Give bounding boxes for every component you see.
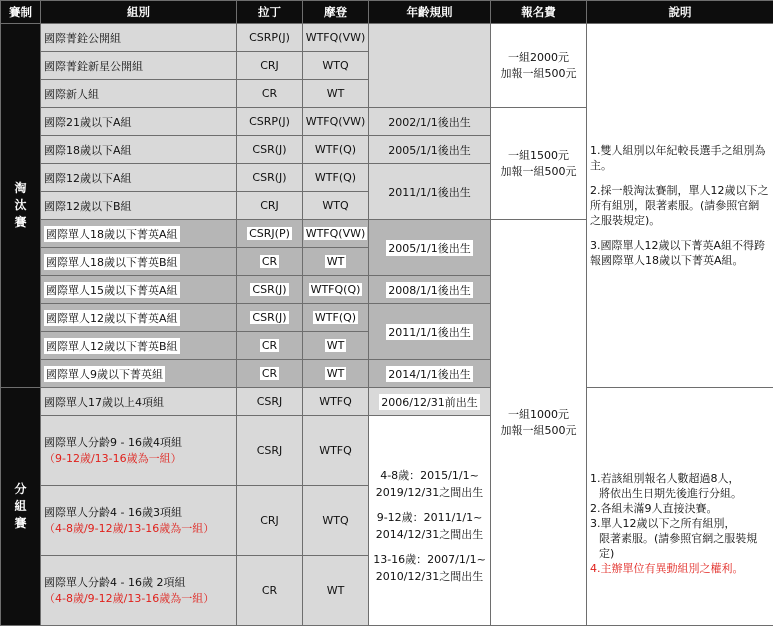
note-g2: 2.各組未滿9人直接決賽。 [590, 502, 718, 515]
group-cell: 國際菁銓公開組 [41, 24, 237, 52]
fee-line: 加報一組500元 [500, 423, 577, 437]
group-sub-label: （4-8歲/9-12歲/13-16歲為一組） [44, 591, 215, 605]
age-split-6: 2010/12/31之間出生 [375, 569, 484, 583]
header-row [1, 1, 773, 24]
fee-line: 一組1000元 [508, 407, 569, 421]
latin-cell: CRJ [237, 52, 303, 80]
latin-cell [237, 248, 303, 276]
group-cell: 國際單人17歲以上4項組 [41, 388, 237, 416]
age-cell: 2002/1/1後出生 [369, 108, 491, 136]
latin-label: CSRJ(P) [249, 227, 290, 240]
latin-label: CSR(J) [252, 311, 287, 324]
age-cell [369, 276, 491, 304]
modern-cell [303, 360, 369, 388]
age-cell [369, 304, 491, 360]
group-cell [41, 360, 237, 388]
note-g3: 3.單人12歲以下之所有組別， [590, 517, 736, 530]
latin-cell: CR [237, 80, 303, 108]
age-cell [369, 388, 491, 416]
age-label: 2011/1/1後出生 [388, 325, 471, 339]
modern-label: WT [326, 367, 345, 380]
group-cell [41, 416, 237, 486]
latin-cell: CSR(J) [237, 136, 303, 164]
modern-cell: WTF(Q) [303, 164, 369, 192]
header-latin: 拉丁 [237, 1, 303, 24]
group-sub-label: （4-8歲/9-12歲/13-16歲為一組） [44, 521, 215, 535]
modern-label: WTF(Q) [314, 311, 357, 324]
group-label: 國際單人12歲以下菁英A組 [46, 311, 178, 325]
group-cell [41, 276, 237, 304]
latin-cell [237, 220, 303, 248]
latin-label: CSR(J) [252, 283, 287, 296]
group-label: 國際單人15歲以下菁英A組 [46, 283, 178, 297]
table-row [1, 388, 773, 416]
header-note: 說明 [587, 1, 773, 24]
note-g1b: 將依出生日期先後進行分組。 [599, 487, 742, 500]
group-cell [41, 556, 237, 626]
category-grouped-label: 分 組 賽 [14, 482, 27, 530]
group-label: 國際單人9歲以下菁英組 [46, 367, 163, 381]
age-cell-empty [369, 24, 491, 108]
group-cell [41, 332, 237, 360]
modern-cell: WTFQ(VW) [303, 108, 369, 136]
latin-cell: CSRJ [237, 416, 303, 486]
modern-cell: WTQ [303, 192, 369, 220]
age-cell: 2011/1/1後出生 [369, 164, 491, 220]
latin-cell: CRJ [237, 192, 303, 220]
fee-cell [491, 108, 587, 220]
age-split-4: 2014/12/31之間出生 [375, 527, 484, 541]
header-type: 賽制 [1, 1, 41, 24]
modern-cell [303, 248, 369, 276]
modern-cell: WTFQ(VW) [303, 24, 369, 52]
age-split-1: 4-8歲：2015/1/1~ [380, 468, 479, 482]
modern-cell: WTFQ [303, 388, 369, 416]
group-label: 國際單人分齡4 - 16歲3項組 [44, 505, 182, 519]
fee-line: 加報一組500元 [500, 66, 577, 80]
note-g3b: 限著素服。(請參照官網之服裝規定) [599, 532, 758, 560]
category-knockout [1, 24, 41, 388]
modern-cell [303, 220, 369, 248]
category-grouped [1, 388, 41, 626]
group-label: 國際單人18歲以下菁英B組 [46, 255, 178, 269]
fee-cell [491, 24, 587, 108]
latin-cell: CR [237, 556, 303, 626]
fee-line: 一組1500元 [508, 148, 569, 162]
group-cell [41, 220, 237, 248]
latin-cell [237, 304, 303, 332]
modern-cell: WT [303, 556, 369, 626]
latin-label: CR [261, 255, 278, 268]
group-label: 國際單人分齡9 - 16歲4項組 [44, 435, 182, 449]
latin-label: CR [261, 367, 278, 380]
group-cell [41, 304, 237, 332]
header-group: 組別 [41, 1, 237, 24]
modern-label: WT [326, 255, 345, 268]
group-cell: 國際新人組 [41, 80, 237, 108]
latin-label: CR [261, 339, 278, 352]
modern-cell [303, 304, 369, 332]
modern-cell: WTQ [303, 486, 369, 556]
header-modern: 摩登 [303, 1, 369, 24]
note-3: 3.國際單人12歲以下菁英A組不得跨報國際單人18歲以下菁英A組。 [590, 239, 766, 267]
category-knockout-label: 淘 汰 賽 [14, 181, 27, 229]
latin-cell: CSR(J) [237, 164, 303, 192]
group-sub-label: （9-12歲/13-16歲為一組） [44, 451, 182, 465]
latin-cell: CSRP(J) [237, 108, 303, 136]
age-split-cell [369, 416, 491, 626]
age-label: 2005/1/1後出生 [388, 241, 471, 255]
modern-cell [303, 332, 369, 360]
age-split-5: 13-16歲：2007/1/1~ [373, 552, 486, 566]
note-1: 1.雙人組別以年紀較長選手之組別為主。 [590, 144, 766, 172]
group-cell: 國際12歲以下A組 [41, 164, 237, 192]
modern-label: WT [326, 339, 345, 352]
age-label: 2008/1/1後出生 [388, 283, 471, 297]
age-cell [369, 360, 491, 388]
modern-cell: WTF(Q) [303, 136, 369, 164]
fee-line: 加報一組500元 [500, 164, 577, 178]
age-label: 2014/1/1後出生 [388, 367, 471, 381]
modern-cell: WTQ [303, 52, 369, 80]
header-age: 年齡規則 [369, 1, 491, 24]
group-cell: 國際21歲以下A組 [41, 108, 237, 136]
age-cell: 2005/1/1後出生 [369, 136, 491, 164]
modern-cell: WTFQ [303, 416, 369, 486]
modern-label: WTFQ(VW) [305, 227, 366, 240]
note-g4: 4.主辦單位有異動組別之權利。 [590, 562, 744, 575]
modern-cell: WT [303, 80, 369, 108]
latin-cell: CRJ [237, 486, 303, 556]
group-cell [41, 248, 237, 276]
modern-cell [303, 276, 369, 304]
latin-cell [237, 332, 303, 360]
latin-cell [237, 276, 303, 304]
note-g1: 1.若該組別報名人數超過8人， [590, 472, 740, 485]
knockout-notes [587, 24, 773, 388]
group-cell: 國際18歲以下A組 [41, 136, 237, 164]
note-2: 2.採一般淘汰賽制，單人12歲以下之所有組別，限著素服。(請參照官網之服裝規定)。 [590, 184, 769, 227]
grouped-notes [587, 388, 773, 626]
header-fee: 報名費 [491, 1, 587, 24]
latin-cell [237, 360, 303, 388]
age-split-2: 2019/12/31之間出生 [375, 485, 484, 499]
modern-label: WTFQ(Q) [310, 283, 361, 296]
latin-cell: CSRJ [237, 388, 303, 416]
group-label: 國際單人12歲以下菁英B組 [46, 339, 178, 353]
group-cell: 國際12歲以下B組 [41, 192, 237, 220]
age-cell [369, 220, 491, 276]
group-label: 國際單人分齡4 - 16歲 2項組 [44, 575, 186, 589]
group-cell [41, 486, 237, 556]
age-label: 2006/12/31前出生 [381, 395, 478, 409]
group-cell: 國際菁銓新星公開組 [41, 52, 237, 80]
age-split-3: 9-12歲：2011/1/1~ [376, 510, 483, 524]
latin-cell: CSRP(J) [237, 24, 303, 52]
group-label: 國際單人18歲以下菁英A組 [46, 227, 178, 241]
fee-line: 一組2000元 [508, 50, 569, 64]
table-row [1, 24, 773, 52]
fee-cell [491, 220, 587, 626]
